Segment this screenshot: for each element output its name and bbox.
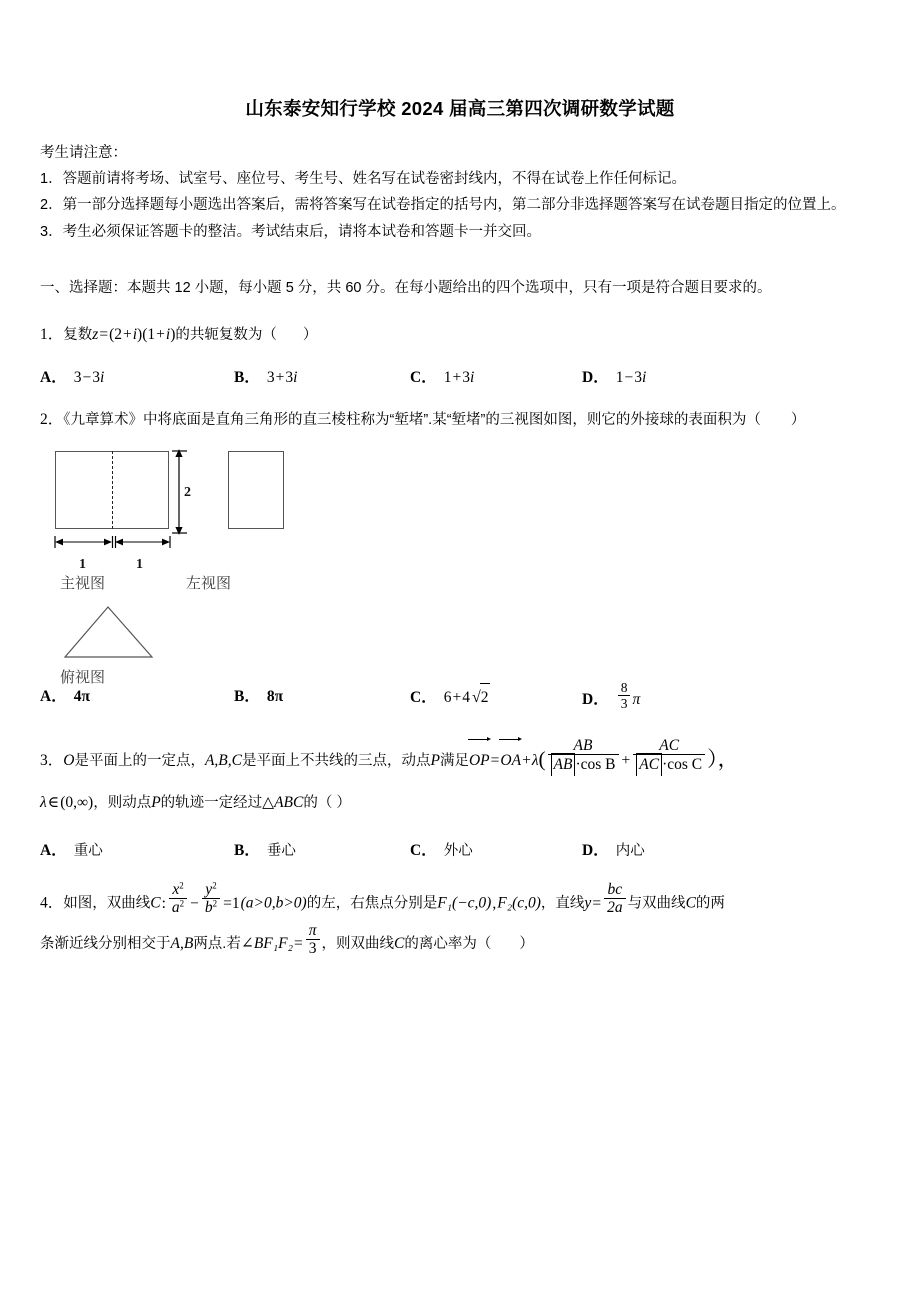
height-dimension-arrow xyxy=(171,445,211,541)
question-3-element-of: ∈ xyxy=(47,793,60,811)
option-a-label: A． xyxy=(40,687,67,705)
question-3-line2-text-2: 的轨迹一定经过 xyxy=(160,794,263,811)
question-3-lambda: λ xyxy=(531,751,539,769)
question-4 xyxy=(40,880,880,965)
vector-op: OP xyxy=(469,742,490,779)
question-1-plus-1: + xyxy=(122,325,132,343)
notice-item-3: 3．考生必须保证答题卡的整洁。考试结束后，请将本试卷和答题卡一并交回。 xyxy=(40,223,542,240)
question-3-fraction-plus: + xyxy=(621,751,631,769)
option-a-imag: 3 xyxy=(92,368,100,386)
question-3-option-d[interactable] xyxy=(582,837,645,864)
fraction-ac-denominator-cos: ·cos C xyxy=(662,756,703,774)
front-view-dashed-centerline xyxy=(112,451,113,529)
question-2 xyxy=(40,404,880,712)
question-4-text-1: 如图，双曲线 xyxy=(63,895,151,912)
fraction-ac-denominator-magnitude: AC xyxy=(636,755,662,776)
question-2-option-a[interactable] xyxy=(40,683,90,710)
option-d-pi-symbol: π xyxy=(632,690,641,708)
question-2-option-d[interactable] xyxy=(582,680,641,714)
figure-label-top-view: 俯视图 xyxy=(60,668,106,686)
question-3-option-c[interactable] xyxy=(410,837,473,864)
option-b-unit: i xyxy=(293,368,298,386)
option-c-real: 1 xyxy=(443,368,452,386)
question-3-options xyxy=(40,837,880,861)
option-b-operator: + xyxy=(275,368,285,386)
option-a-label: A． xyxy=(40,368,67,386)
hyperbola-den-a-exp: 2 xyxy=(179,898,185,909)
question-3-interval: (0,∞) xyxy=(60,793,94,811)
question-3-point-p: P xyxy=(430,751,440,769)
hyperbola-den-a: a xyxy=(171,899,180,917)
hyperbola-num-x-exp: 2 xyxy=(179,880,184,891)
option-a-label: A． xyxy=(40,842,67,860)
option-c-sqrt xyxy=(470,683,491,712)
question-2-options xyxy=(40,680,880,712)
question-1-answer-blank-close: ） xyxy=(302,326,318,343)
question-4-line2-equals: = xyxy=(294,935,303,953)
question-4-condition: (a>0,b>0) xyxy=(240,894,307,912)
side-view-rectangle xyxy=(228,451,284,529)
question-1-equals: = xyxy=(99,325,109,343)
question-4-stem-line-2 xyxy=(40,923,880,965)
question-1-option-a[interactable] xyxy=(40,364,104,391)
question-1-option-c[interactable] xyxy=(410,364,474,391)
option-d-label: D． xyxy=(582,842,609,860)
option-a-unit: i xyxy=(99,368,105,386)
dimension-label-width-right: 1 xyxy=(136,556,143,572)
option-d-real: 1 xyxy=(615,368,624,386)
question-4-colon: : xyxy=(161,894,166,912)
question-4-text-2: 的左，右焦点分别是 xyxy=(306,895,438,912)
question-3-stem-line-2 xyxy=(40,783,880,823)
question-2-number: 2． xyxy=(40,410,64,428)
vector-oa: OA xyxy=(500,742,521,779)
question-4-text-3: ，直线 xyxy=(540,895,585,912)
question-3-lambda-2: λ xyxy=(40,793,47,811)
question-3-fraction-ac xyxy=(633,737,705,776)
option-c-lead: 6 xyxy=(443,688,452,706)
option-a-operator: − xyxy=(82,368,92,386)
question-2-stem-text: 《九章算术》中将底面是直角三角形的直三棱柱称为“堑堵”.某“堑堵”的三视图如图，则它的外接球的表面积为（ xyxy=(63,411,761,428)
question-3-option-b[interactable] xyxy=(234,837,296,864)
fraction-ab-numerator: AB xyxy=(573,737,593,755)
question-1-expr-part1: (2 xyxy=(109,325,122,343)
question-4-fraction-x2-a2 xyxy=(169,881,187,917)
radical-sign-icon: √ xyxy=(471,688,481,706)
option-d-fraction xyxy=(618,680,631,711)
option-d-unit: i xyxy=(641,368,647,386)
option-c-operator: + xyxy=(452,688,462,706)
question-4-focus-f2: F₂(c,0) xyxy=(497,894,541,912)
question-4-curve-c-3: C xyxy=(394,935,405,953)
question-4-focus-f1: F₁(−c,0) xyxy=(437,894,492,912)
question-3-point-p-2: P xyxy=(151,793,161,811)
question-1-imaginary-2: i xyxy=(165,325,171,343)
notice-item-2: 2．第一部分选择题每小题选出答案后，需将答案写在试卷指定的括号内，第二部分非选择题答案写在试卷题目指定的位置上。 xyxy=(40,197,846,214)
option-b-label: B． xyxy=(234,842,260,860)
notice-heading: 考生请注意： xyxy=(40,145,127,162)
hyperbola-num-x: x xyxy=(172,881,180,899)
hyperbola-den-b-exp: 2 xyxy=(212,898,218,909)
option-b-value: 垂心 xyxy=(266,843,296,860)
question-3-plus: + xyxy=(522,751,531,769)
question-4-angle-bf1f2: ∠BF₁F₂ xyxy=(240,935,294,953)
question-3-equals: = xyxy=(490,751,500,769)
option-c-label: C． xyxy=(410,688,437,706)
question-4-equals-2: = xyxy=(592,894,602,912)
angle-fraction-numerator: π xyxy=(308,921,317,939)
question-4-line-y: y xyxy=(584,894,592,912)
option-a-value: 重心 xyxy=(73,843,103,860)
option-c-imag: 3 xyxy=(462,368,470,386)
hyperbola-den-b: b xyxy=(204,899,213,917)
candidate-notice-block xyxy=(40,143,880,244)
option-a-real: 3 xyxy=(73,368,82,386)
question-1-stem xyxy=(40,319,880,350)
question-3-points-abc: A,B,C xyxy=(204,751,242,769)
question-1-stem-suffix: 的共轭复数为（ xyxy=(175,326,277,343)
question-3-point-o: O xyxy=(63,751,75,769)
notice-item-1: 1．答题前请将考场、试室号、座位号、考生号、姓名写在试卷密封线内，不得在试卷上作任何标记。 xyxy=(40,170,687,187)
line-fraction-denominator: 2a xyxy=(607,899,623,917)
option-d-label: D． xyxy=(582,368,609,386)
question-4-line2-text-2: 两点.若 xyxy=(193,936,241,953)
option-d-denominator: 3 xyxy=(618,695,631,711)
option-c-radicand: 2 xyxy=(480,683,491,711)
dimension-label-height: 2 xyxy=(184,484,191,500)
question-3-line2-text-3: 的（ ） xyxy=(303,794,351,811)
question-4-points-ab: A,B xyxy=(170,935,194,953)
figure-label-front-view: 主视图 xyxy=(60,574,106,592)
option-d-imag: 3 xyxy=(634,368,642,386)
question-3-option-a[interactable] xyxy=(40,837,103,864)
hyperbola-num-y-exp: 2 xyxy=(212,880,217,891)
question-4-line2-text-1: 条渐近线分别相交于 xyxy=(40,936,171,953)
option-d-value: 内心 xyxy=(615,843,645,860)
question-1-stem-prefix: 复数 xyxy=(63,326,93,343)
page-title: 山东泰安知行学校 2024 届高三第四次调研数学试题 xyxy=(245,98,675,119)
option-b-label: B． xyxy=(234,687,260,705)
option-c-unit: i xyxy=(469,368,475,386)
option-d-label: D． xyxy=(582,690,609,708)
question-4-line2-text-3: ，则双曲线 xyxy=(321,936,395,953)
option-d-operator: − xyxy=(624,368,634,386)
question-4-minus: − xyxy=(190,894,199,912)
option-a-value: 4π xyxy=(73,687,90,705)
line-fraction-numerator: bc xyxy=(607,881,623,899)
option-b-imag: 3 xyxy=(285,368,294,386)
question-1-option-b[interactable] xyxy=(234,364,297,391)
question-1-expr-part2: )(1 xyxy=(137,325,156,343)
question-1-expr-part3: ) xyxy=(170,325,176,343)
question-4-fraction-y2-b2 xyxy=(202,881,220,917)
question-4-stem-line-1 xyxy=(40,880,880,923)
question-1-variable-z: z xyxy=(92,325,99,343)
question-3-number: 3． xyxy=(40,751,64,769)
option-c-label: C． xyxy=(410,842,437,860)
fraction-ac-numerator: AC xyxy=(659,737,680,755)
question-3-close-paren-comma: ）， xyxy=(707,746,739,771)
question-2-stem xyxy=(40,404,880,435)
option-b-label: B． xyxy=(234,368,260,386)
question-4-curve-c: C xyxy=(150,894,161,912)
question-2-option-b[interactable] xyxy=(234,683,283,710)
question-2-option-c[interactable] xyxy=(410,683,490,712)
question-1-plus-2: + xyxy=(156,325,165,343)
question-2-figure-three-views xyxy=(40,443,880,686)
question-4-number: 4． xyxy=(40,894,64,912)
figure-label-side-view: 左视图 xyxy=(186,574,232,592)
option-c-coefficient: 4 xyxy=(462,688,470,706)
question-3-text-1: 是平面上的一定点， xyxy=(74,752,205,769)
question-4-line2-text-4: 的离心率为（ xyxy=(404,936,492,953)
angle-fraction-denominator: 3 xyxy=(308,940,317,958)
question-4-fraction-bc-2a xyxy=(604,881,626,917)
option-b-value: 8π xyxy=(266,687,284,705)
question-1-imaginary-1: i xyxy=(132,325,138,343)
option-c-value: 外心 xyxy=(443,843,473,860)
section-heading-multiple-choice: 一、选择题：本题共 12 小题，每小题 5 分，共 60 分。在每小题给出的四个选项中，只有一项是符合题目要求的。 xyxy=(40,280,772,297)
question-3-fraction-ab xyxy=(548,737,619,776)
top-view-triangle xyxy=(62,603,172,665)
question-1-options xyxy=(40,364,880,388)
question-1 xyxy=(40,319,880,388)
question-3-line2-text-1: ，则动点 xyxy=(93,794,152,811)
question-4-comma: , xyxy=(492,894,497,912)
option-d-numerator: 8 xyxy=(620,680,628,696)
question-3-open-paren: ( xyxy=(538,746,546,771)
option-b-real: 3 xyxy=(266,368,275,386)
question-1-option-d[interactable] xyxy=(582,364,646,391)
question-4-equals-one: =1 xyxy=(223,894,240,912)
fraction-ab-denominator-cos: ·cos B xyxy=(575,756,616,774)
question-4-answer-blank-close: ） xyxy=(519,936,534,953)
question-4-fraction-pi-3 xyxy=(306,922,320,958)
width-dimension-arrows xyxy=(52,533,182,555)
fraction-ab-denominator-magnitude: AB xyxy=(551,755,576,776)
question-3 xyxy=(40,733,880,862)
question-3-text-2: 是平面上不共线的三点，动点 xyxy=(242,752,431,769)
hyperbola-num-y: y xyxy=(205,881,213,899)
question-2-answer-blank-close: ） xyxy=(790,411,806,428)
question-4-text-5: 的两 xyxy=(695,895,725,912)
question-3-triangle-abc: △ABC xyxy=(262,793,304,811)
option-c-label: C． xyxy=(410,368,437,386)
question-3-text-3: 满足 xyxy=(439,752,469,769)
question-4-curve-c-2: C xyxy=(685,894,696,912)
question-3-stem-line-1 xyxy=(40,733,880,783)
question-4-text-4: 与双曲线 xyxy=(627,895,686,912)
page-content xyxy=(40,0,880,965)
option-c-operator: + xyxy=(452,368,462,386)
dimension-label-width-left: 1 xyxy=(79,556,86,572)
question-1-number: 1． xyxy=(40,325,64,343)
